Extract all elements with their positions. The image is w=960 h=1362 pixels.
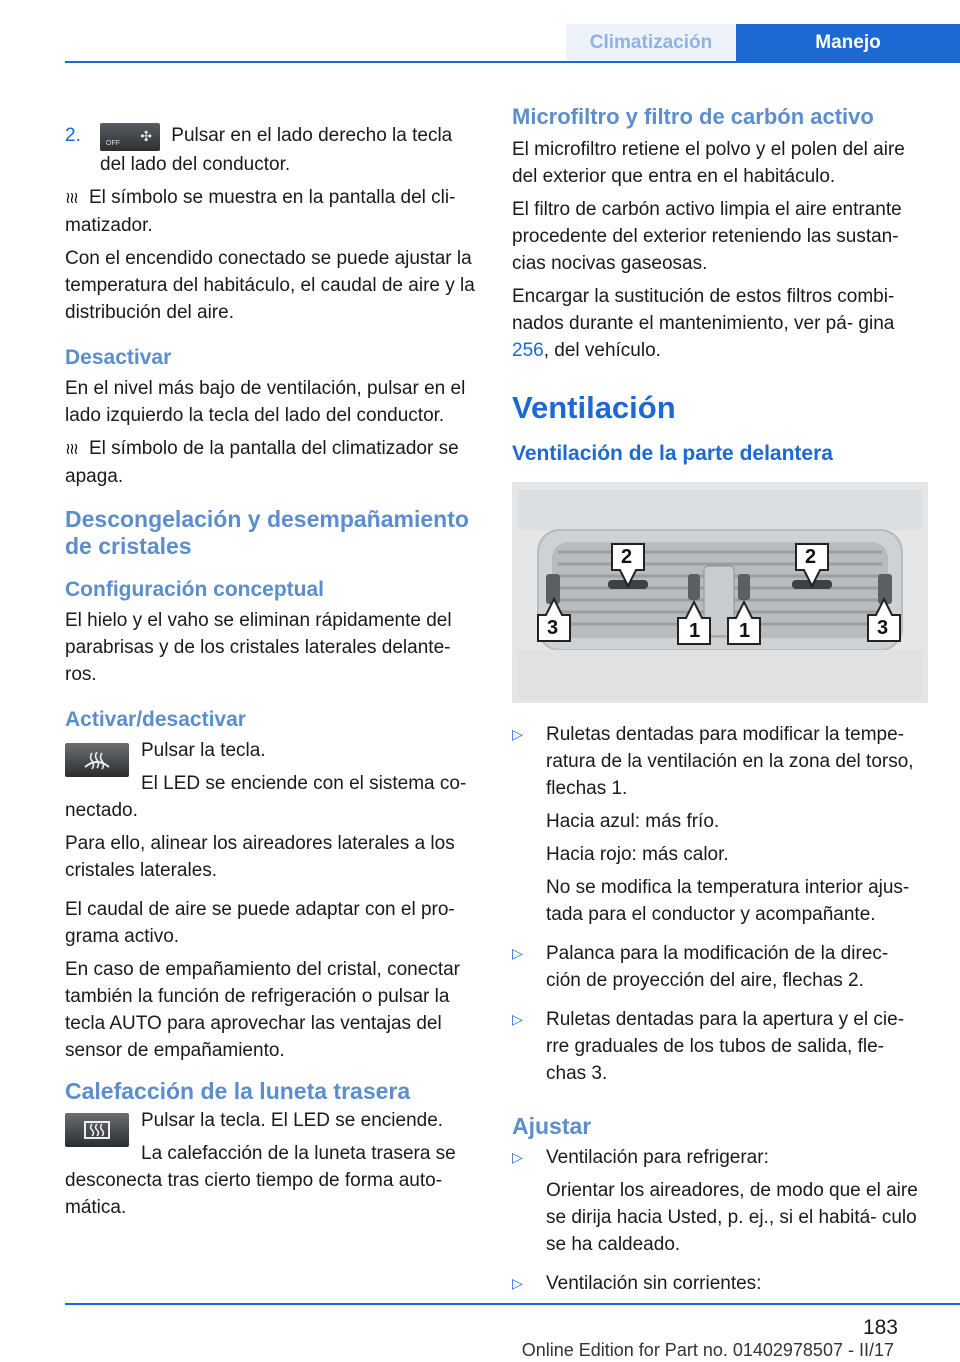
- arrow-label-1-left: 1: [676, 600, 712, 654]
- page-link[interactable]: 256: [512, 340, 544, 361]
- arrow-label-1-right: 1: [726, 600, 762, 654]
- vents-illustration: [512, 482, 928, 703]
- deactivate-heading: Desactivar: [65, 346, 172, 369]
- triangle-bullet-icon: ▷: [512, 1011, 523, 1027]
- front-ventilation-heading: Ventilación de la parte delantera: [512, 442, 833, 465]
- windshield-defrost-icon: [65, 743, 129, 777]
- list-item: ▷ Ventilación para refrigerar: Orientar los aireadores, de modo que el aire se dirija hacia Usted, p. ej., si el habitá- culo se ha caldeado.: [512, 1144, 928, 1264]
- concept-heading: Configuración conceptual: [65, 578, 325, 601]
- filter-text-2: El filtro de carbón activo limpia el aire entrante procedente del exterior reteniendo las sustan- cias nocivas gaseosas.: [512, 199, 902, 274]
- front-vents-figure: [512, 482, 928, 703]
- deactivate-text: En el nivel más bajo de ventilación, pulsar en el lado izquierdo la tecla del lado del conductor.: [65, 378, 466, 426]
- arrow-label-3-right: 3: [866, 597, 902, 651]
- arrow-label-2-left: 2: [610, 542, 646, 596]
- adjust-bullet-list: [512, 1144, 928, 1303]
- vent-bullet-list: [512, 721, 928, 1093]
- list-item: ▷ Palanca para la modificación de la direc- ción de proyección del aire, flechas 2.: [512, 940, 928, 1000]
- page-number: 183: [862, 1316, 898, 1339]
- heat-wave-icon: ≀≀≀: [65, 190, 77, 207]
- fan-icon: ✣: [140, 128, 152, 144]
- list-item: ▷ Ruletas dentadas para modificar la tempe- ratura de la ventilación en la zona del torso, flechas 1. Hacia azul: más frío. Hacia rojo: más calor. No se modifica la temperatura interior ajus- tada para el conductor y acompañante.: [512, 721, 928, 934]
- arrow-label-3-left: 3: [536, 597, 572, 651]
- section-tab[interactable]: Climatización: [566, 24, 736, 62]
- triangle-bullet-icon: ▷: [512, 1149, 523, 1165]
- off-label: OFF: [106, 140, 120, 147]
- symbol-off-text: El símbolo de la pantalla del climatizador se apaga.: [65, 438, 459, 487]
- ignition-text: Con el encendido conectado se puede ajustar la temperatura del habitáculo, el caudal de aire y la distribución del aire.: [65, 248, 475, 323]
- heat-wave-icon: ≀≀≀: [65, 441, 77, 458]
- rear-window-heating-icon: [65, 1113, 129, 1147]
- edition-note: Online Edition for Part no. 01402978507 - II/17: [521, 1340, 894, 1360]
- ventilation-heading: Ventilación: [512, 390, 676, 425]
- filter-heading: Microfiltro y filtro de carbón activo: [512, 104, 874, 129]
- symbol-shown-text: El símbolo se muestra en la pantalla del cli- matizador.: [65, 187, 456, 236]
- fogging-text: En caso de empañamiento del cristal, conectar también la función de refrigeración o pulsar la tecla AUTO para aprovechar las ventajas del sensor de empañamiento.: [65, 959, 460, 1061]
- arrow-label-2-right: 2: [794, 542, 830, 596]
- triangle-bullet-icon: ▷: [512, 945, 523, 961]
- rear-button-block: [65, 1107, 477, 1221]
- press-button-text: Pulsar la tecla.: [141, 740, 266, 761]
- rear-text: La calefacción de la luneta trasera se desconecta tras cierto tiempo de forma auto- mática.: [65, 1143, 456, 1218]
- step-number: 2.: [65, 125, 81, 146]
- onoff-heading: Activar/desactivar: [65, 708, 246, 731]
- align-text: Para ello, alinear los aireadores laterales a los cristales laterales.: [65, 833, 455, 881]
- adjust-heading: Ajustar: [512, 1113, 592, 1139]
- list-item: ▷ Ruletas dentadas para la apertura y el cie- rre graduales de los tubos de salida, fle- chas 3.: [512, 1006, 928, 1093]
- defrost-heading: Descongelación y desempañamiento de cristales: [65, 506, 469, 559]
- triangle-bullet-icon: ▷: [512, 726, 523, 742]
- rear-press-text: Pulsar la tecla. El LED se enciende.: [141, 1110, 444, 1131]
- filter-text-1: El microfiltro retiene el polvo y el polen del aire del exterior que entra en el habitáculo.: [512, 139, 905, 187]
- left-column: [65, 122, 477, 1227]
- step-2-text: Pulsar en el lado derecho la tecla del lado del conductor.: [100, 125, 453, 175]
- step-2: [65, 122, 477, 178]
- header-rule: [65, 61, 960, 63]
- list-item: ▷ Ventilación sin corrientes:: [512, 1270, 928, 1303]
- airflow-text: El caudal de aire se puede adaptar con el pro- grama activo.: [65, 899, 455, 947]
- filter-text-3: Encargar la sustitución de estos filtros combi- nados durante el mantenimiento, ver pá- gina: [512, 286, 895, 334]
- triangle-bullet-icon: ▷: [512, 1275, 523, 1291]
- footer-rule: [65, 1303, 960, 1305]
- rear-heating-heading: Calefacción de la luneta trasera: [65, 1078, 411, 1104]
- led-text: El LED se enciende con el sistema co- nectado.: [65, 773, 467, 821]
- right-column: [512, 103, 928, 1309]
- filter-text-3-end: , del vehículo.: [543, 340, 661, 361]
- header-tabs: [566, 24, 960, 62]
- defrost-button-block: [65, 737, 477, 824]
- chapter-tab[interactable]: Manejo: [736, 24, 960, 62]
- concept-text: El hielo y el vaho se eliminan rápidamente del parabrisas y de los cristales laterales delante- ros.: [65, 610, 452, 685]
- climate-off-fan-button-icon: [100, 123, 160, 151]
